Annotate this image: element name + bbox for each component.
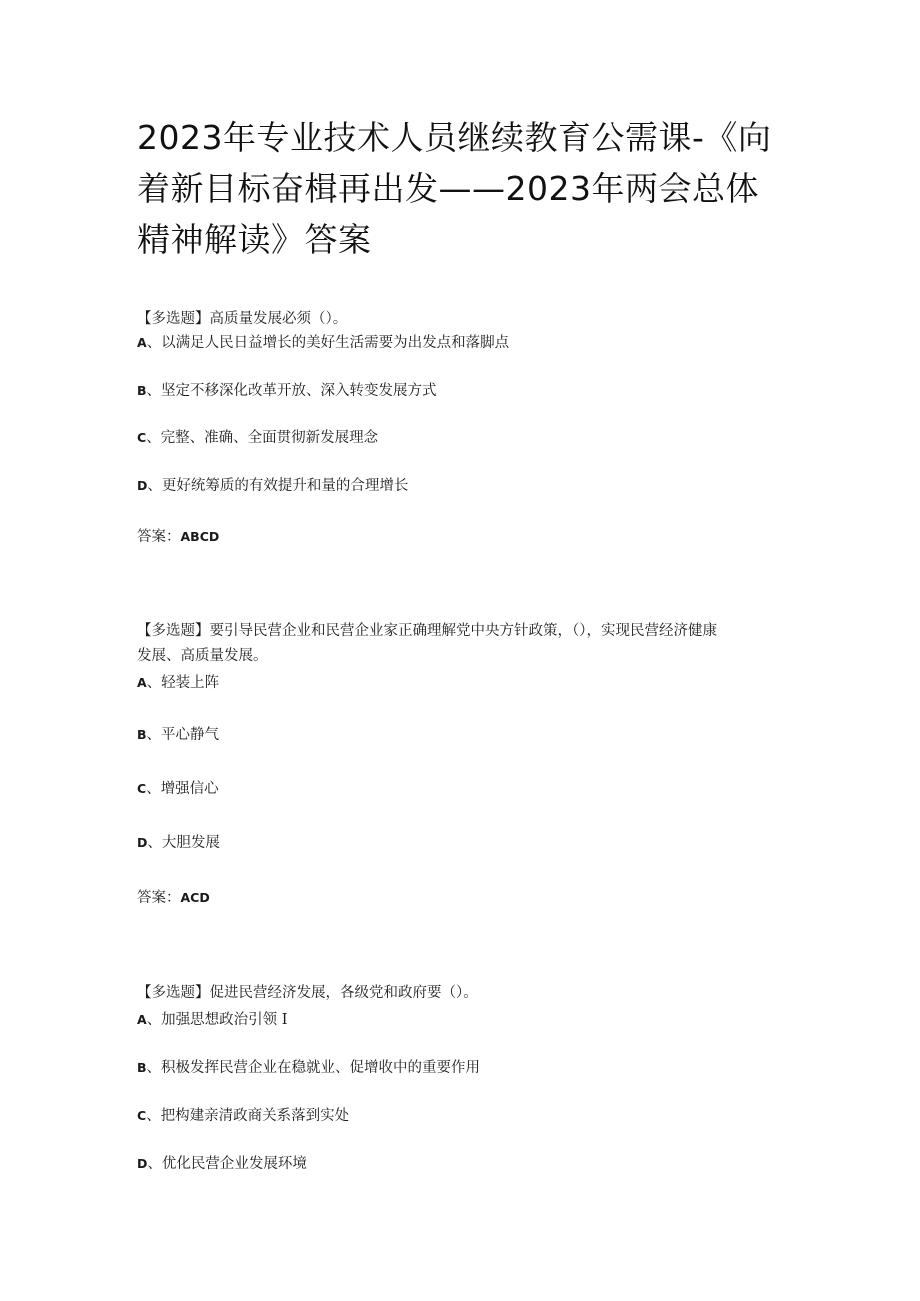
question-3-option-b: [137, 1058, 480, 1078]
option-text: 、以满足人民日益增长的美好生活需要为出发点和落脚点: [146, 335, 510, 351]
option-letter: A: [137, 1012, 147, 1027]
answer-value: ACD: [180, 890, 210, 905]
option-letter: B: [137, 727, 147, 742]
answer-value: ABCD: [180, 529, 220, 544]
option-letter: D: [137, 478, 148, 493]
option-text: 、完整、准确、全面贯彻新发展理念: [146, 430, 379, 446]
question-3-stem: 【多选题】促进民营经济发展，各级党和政府要（）。: [137, 985, 478, 1001]
question-1-option-d: [137, 476, 408, 496]
option-text: 、优化民营企业发展环境: [147, 1156, 307, 1172]
title-line-3: 精神解读》答案: [137, 220, 372, 259]
answer-label: 答案：: [137, 529, 181, 545]
title-line-2: 着新目标奋楫再出发——2023年两会总体: [137, 169, 759, 208]
option-text: 、轻装上阵: [146, 675, 220, 691]
question-1-stem: 【多选题】高质量发展必须（）。: [137, 311, 348, 327]
option-letter: C: [137, 430, 147, 445]
option-letter: B: [137, 1060, 147, 1075]
option-letter: D: [137, 1156, 148, 1171]
question-1-answer: [137, 527, 219, 547]
option-text: 、大胆发展: [147, 835, 220, 851]
question-3-option-d: [137, 1154, 307, 1174]
option-text: 、增强信心: [146, 781, 219, 797]
question-2-option-d: [137, 833, 220, 853]
option-text: 、加强思想政治引领 I: [146, 1012, 288, 1028]
question-2-option-a: [137, 673, 219, 693]
question-3-option-c: [137, 1106, 349, 1126]
question-1-option-b: [137, 381, 437, 401]
question-2-stem-line-2: 发展、高质量发展。: [137, 648, 268, 664]
question-2-answer: [137, 888, 210, 908]
option-text: 、坚定不移深化改革开放、深入转变发展方式: [146, 383, 437, 399]
option-text: 、平心静气: [146, 727, 220, 743]
question-2-stem-line-1: 【多选题】要引导民营企业和民营企业家正确理解党中央方针政策，（），实现民营经济健康: [137, 623, 717, 639]
question-2-option-c: [137, 779, 219, 799]
question-3-option-a: [137, 1010, 288, 1030]
option-letter: D: [137, 835, 148, 850]
option-text: 、更好统筹质的有效提升和量的合理增长: [147, 478, 409, 494]
question-2-option-b: [137, 725, 219, 745]
option-text: 、把构建亲清政商关系落到实处: [146, 1108, 350, 1124]
option-letter: A: [137, 675, 147, 690]
document-title: [137, 112, 777, 265]
question-1-option-c: [137, 428, 378, 448]
option-text: 、积极发挥民营企业在稳就业、促增收中的重要作用: [146, 1060, 481, 1076]
title-line-1: 2023年专业技术人员继续教育公需课-《向: [137, 118, 772, 157]
option-letter: C: [137, 781, 147, 796]
question-1-option-a: [137, 333, 509, 353]
option-letter: C: [137, 1108, 147, 1123]
option-letter: A: [137, 335, 147, 350]
option-letter: B: [137, 383, 147, 398]
answer-label: 答案：: [137, 890, 181, 906]
